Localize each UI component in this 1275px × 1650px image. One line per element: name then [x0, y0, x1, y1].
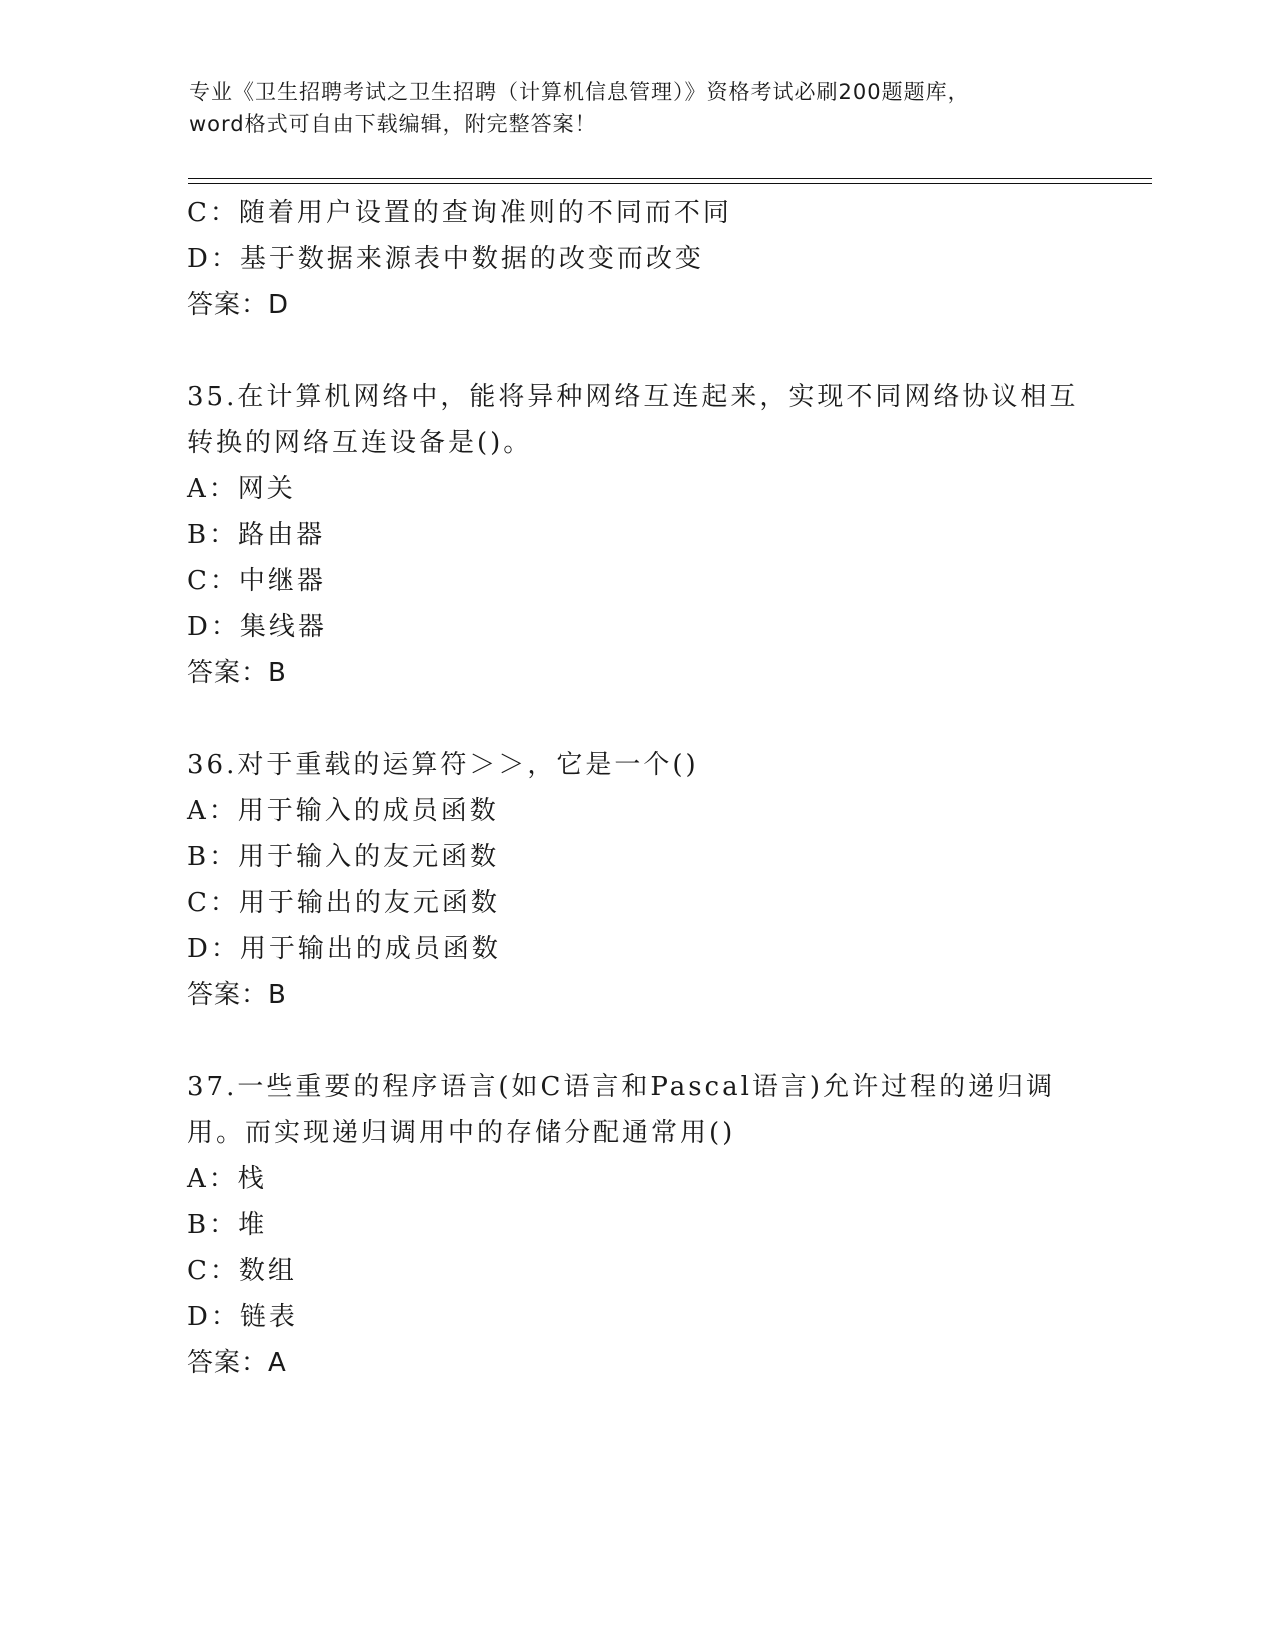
spacer	[187, 696, 1087, 742]
spacer	[187, 328, 1087, 374]
answer-line: 答案：D	[187, 290, 290, 320]
question-stem-line: 35.在计算机网络中，能将异种网络互连起来，实现不同网络协议相互	[187, 382, 1079, 412]
header-divider-top	[188, 178, 1152, 179]
option-text: 路由器	[238, 520, 326, 550]
option-text: 堆	[238, 1210, 268, 1240]
option-c	[187, 1248, 1087, 1294]
header-title-line-2: word格式可自由下载编辑，附完整答案！	[189, 112, 597, 136]
option-text: 基于数据来源表中数据的改变而改变	[239, 244, 704, 274]
option-c	[187, 880, 1087, 926]
option-label: B：	[187, 842, 239, 872]
option-text: 数组	[238, 1256, 297, 1286]
option-text: 栈	[237, 1164, 267, 1194]
option-label: C：	[187, 198, 239, 228]
question-stem-line: 转换的网络互连设备是()。	[187, 428, 533, 458]
option-label: A：	[187, 474, 238, 504]
option-d	[187, 926, 1087, 972]
option-label: A：	[187, 1164, 238, 1194]
option-label: D：	[187, 934, 240, 964]
option-a	[187, 1156, 1087, 1202]
option-d	[187, 236, 1087, 282]
option-a	[187, 466, 1087, 512]
option-c	[187, 190, 1087, 236]
option-c	[187, 558, 1087, 604]
question-36	[187, 742, 1087, 1018]
question-content	[187, 190, 1087, 1386]
option-text: 中继器	[238, 566, 326, 596]
option-text: 网关	[237, 474, 296, 504]
answer-line: 答案：B	[187, 980, 287, 1010]
option-label: C：	[187, 1256, 239, 1286]
option-b	[187, 512, 1087, 558]
answer-line: 答案：A	[187, 1348, 287, 1378]
question-stem-line: 36.对于重载的运算符＞＞，它是一个()	[187, 750, 699, 780]
option-label: B：	[187, 520, 239, 550]
option-text: 用于输出的友元函数	[238, 888, 500, 918]
prev-question-tail	[187, 190, 1087, 328]
option-a	[187, 788, 1087, 834]
option-text: 用于输入的成员函数	[237, 796, 499, 826]
option-text: 用于输出的成员函数	[239, 934, 501, 964]
option-label: C：	[187, 888, 239, 918]
question-stem-line: 用。而实现递归调用中的存储分配通常用()	[187, 1118, 736, 1148]
option-text: 集线器	[239, 612, 327, 642]
option-d	[187, 1294, 1087, 1340]
spacer	[187, 1018, 1087, 1064]
option-label: D：	[187, 244, 240, 274]
option-label: D：	[187, 612, 240, 642]
answer-line: 答案：B	[187, 658, 287, 688]
option-label: B：	[187, 1210, 239, 1240]
option-b	[187, 834, 1087, 880]
option-text: 链表	[239, 1302, 298, 1332]
question-stem-line: 37.一些重要的程序语言(如C语言和Pascal语言)允许过程的递归调	[187, 1072, 1056, 1102]
option-b	[187, 1202, 1087, 1248]
question-37	[187, 1064, 1087, 1386]
option-d	[187, 604, 1087, 650]
document-header	[189, 76, 1089, 140]
option-label: D：	[187, 1302, 240, 1332]
option-text: 用于输入的友元函数	[238, 842, 500, 872]
option-label: C：	[187, 566, 239, 596]
header-divider-bottom	[188, 183, 1152, 184]
option-label: A：	[187, 796, 238, 826]
option-text: 随着用户设置的查询准则的不同而不同	[238, 198, 732, 228]
question-35	[187, 374, 1087, 696]
header-title-line-1: 专业《卫生招聘考试之卫生招聘（计算机信息管理）》资格考试必刷200题题库，	[189, 80, 970, 104]
